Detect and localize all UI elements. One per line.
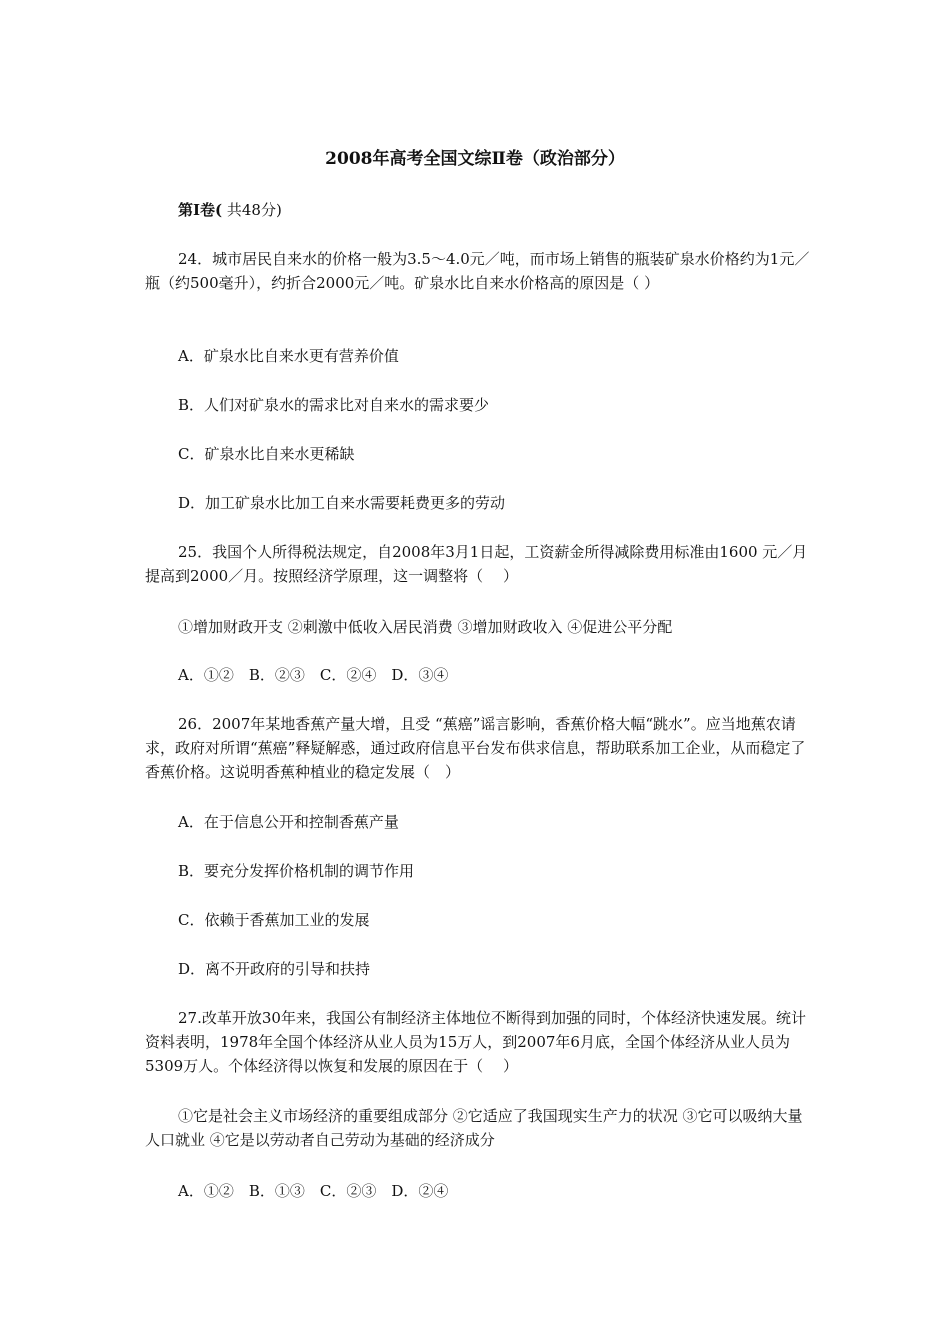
question-24-stem: 24．城市居民自来水的价格一般为3.5～4.0元／吨，而市场上销售的瓶装矿泉水价格约为1元／瓶（约500毫升），约折合2000元／吨。矿泉水比自来水价格高的原因是（ ） bbox=[145, 250, 810, 292]
question-24-option-b: B．人们对矿泉水的需求比对自来水的需求要少 bbox=[178, 396, 490, 414]
question-27-choices: A．①② B．①③ C．②③ D．②④ bbox=[178, 1182, 449, 1200]
question-26-option-c: C．依赖于香蕉加工业的发展 bbox=[178, 911, 370, 929]
question-27-stem: 27.改革开放30年来，我国公有制经济主体地位不断得到加强的同时，个体经济快速发展。统计资料表明，1978年全国个体经济从业人员为15万人，到2007年6月底，全国个体经济从业人员为5309万人。个体经济得以恢复和发展的原因在于（ ） bbox=[145, 1009, 806, 1075]
question-26-option-b: B．要充分发挥价格机制的调节作用 bbox=[178, 862, 415, 880]
document-title: 2008年高考全国文综Ⅱ卷（政治部分） bbox=[325, 149, 625, 169]
question-26-option-d: D．离不开政府的引导和扶持 bbox=[178, 960, 371, 978]
question-26-stem: 26．2007年某地香蕉产量大增，且受 “蕉癌”谣言影响，香蕉价格大幅“跳水”。应当地蕉农请求，政府对所谓“蕉癌”释疑解惑，通过政府信息平台发布供求信息，帮助联系加工企业，从而稳定了香蕉价格。这说明香蕉种植业的稳定发展（ ） bbox=[145, 715, 806, 781]
section-heading bbox=[178, 198, 282, 222]
question-25-statements: ①增加财政开支 ②刺激中低收入居民消费 ③增加财政收入 ④促进公平分配 bbox=[178, 618, 673, 636]
question-24-option-a: A．矿泉水比自来水更有营养价值 bbox=[178, 347, 399, 365]
question-27-statements: ①它是社会主义市场经济的重要组成部分 ②它适应了我国现实生产力的状况 ③它可以吸纳大量人口就业 ④它是以劳动者自己劳动为基础的经济成分 bbox=[145, 1107, 803, 1149]
question-24-option-c: C．矿泉水比自来水更稀缺 bbox=[178, 445, 355, 463]
question-25-stem: 25．我国个人所得税法规定，自2008年3月1日起，工资薪金所得减除费用标准由1600 元／月提高到2000／月。按照经济学原理，这一调整将（ ） bbox=[145, 543, 808, 585]
section-label: 第Ⅰ卷( bbox=[178, 201, 223, 219]
question-25-choices: A．①② B．②③ C．②④ D．③④ bbox=[178, 666, 449, 684]
question-24-option-d: D．加工矿泉水比加工自来水需要耗费更多的劳动 bbox=[178, 494, 506, 512]
section-note: 共48分) bbox=[222, 201, 282, 219]
question-26-option-a: A．在于信息公开和控制香蕉产量 bbox=[178, 813, 399, 831]
